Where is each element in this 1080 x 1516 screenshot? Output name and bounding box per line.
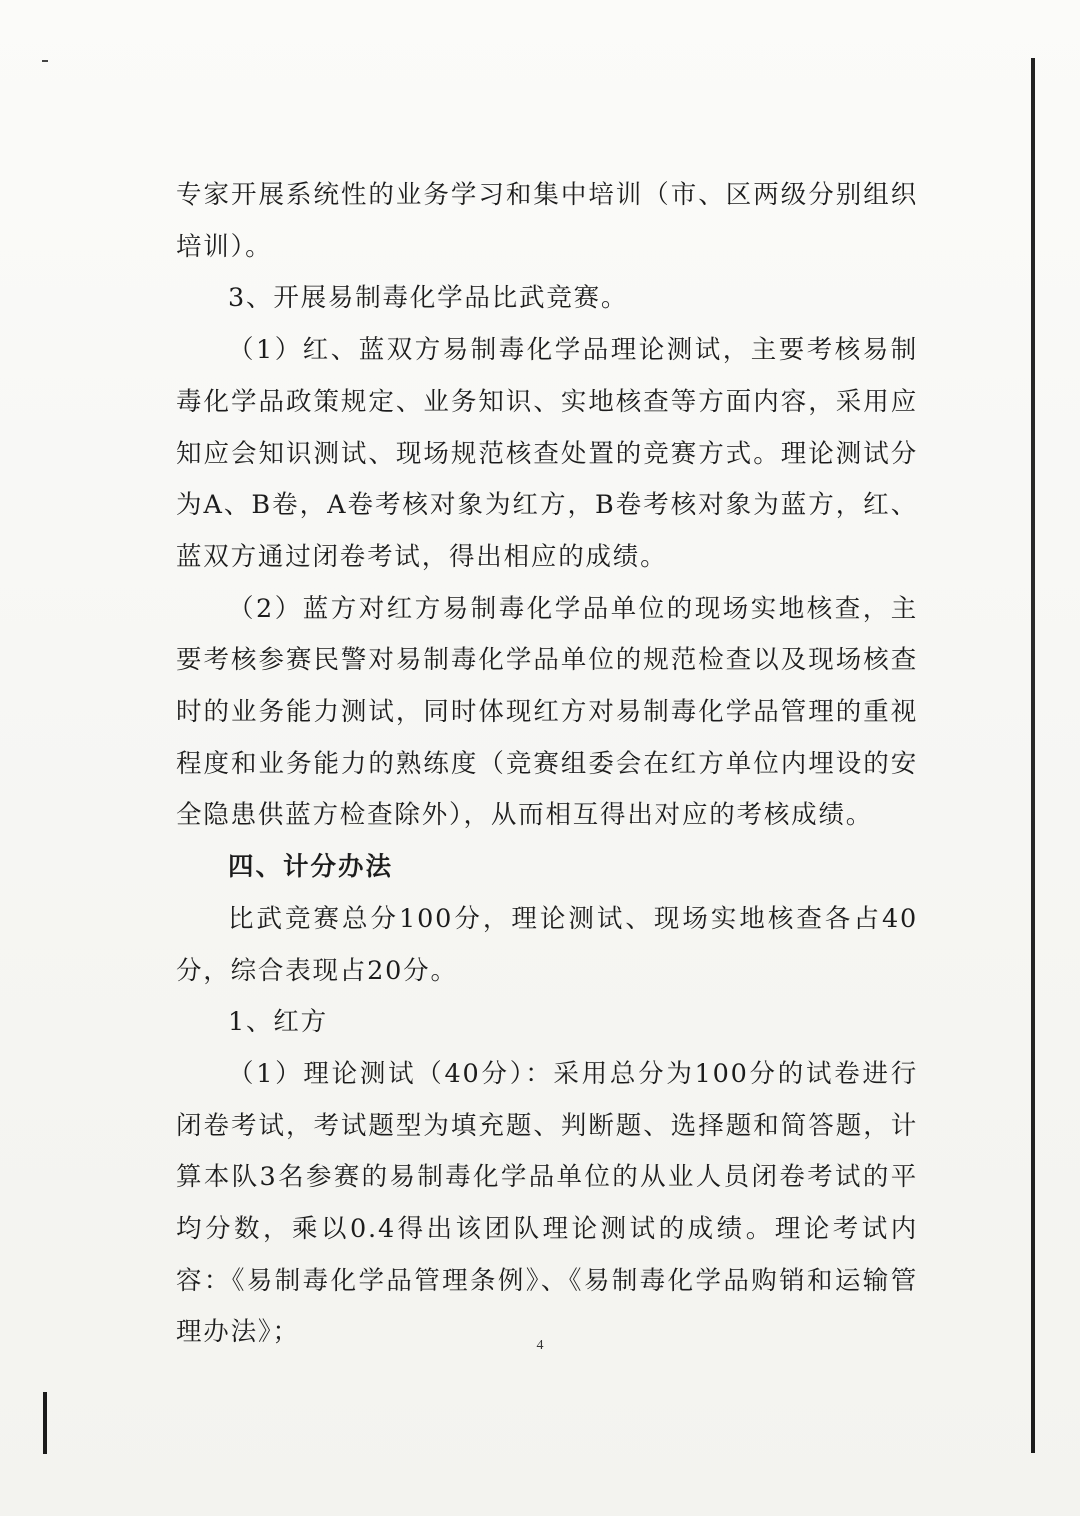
scan-edge-left: [43, 1392, 47, 1454]
paragraph-red-theory-score: （1）理论测试（40分）：采用总分为100分的试卷进行闭卷考试，考试题型为填充题、判断题、选择题和简答题，计算本队3名参赛的易制毒化学品单位的从业人员闭卷考试的平均分数，乘以0.4得出该团队理论测试的成绩。理论考试内容：《易制毒化学品管理条例》、《易制毒化学品购销和运输管理办法》；: [176, 1058, 918, 1348]
section-heading-scoring: 四、计分办法: [228, 852, 394, 883]
scan-mark: [42, 60, 48, 62]
paragraph-theory-test: （1）红、蓝双方易制毒化学品理论测试，主要考核易制毒化学品政策规定、业务知识、实地核查等方面内容，采用应知应会知识测试、现场规范核查处置的竞赛方式。理论测试分为A、B卷，A卷考核对象为红方，B卷考核对象为蓝方，红、蓝双方通过闭卷考试，得出相应的成绩。: [176, 335, 918, 572]
paragraph-competition-item: 3、开展易制毒化学品比武竞赛。: [228, 283, 629, 314]
paragraph-onsite-inspection: （2）蓝方对红方易制毒化学品单位的现场实地核查，主要考核参赛民警对易制毒化学品单位的规范检查以及现场核查时的业务能力测试，同时体现红方对易制毒化学品管理的重视程度和业务能力的熟练度（竞赛组委会在红方单位内埋设的安全隐患供蓝方检查除外），从而相互得出对应的考核成绩。: [176, 593, 918, 831]
paragraph-training-continuation: 专家开展系统性的业务学习和集中培训（市、区两级分别组织培训）。: [176, 180, 918, 262]
scan-edge-right: [1031, 58, 1035, 1453]
page-number: 4: [536, 1338, 544, 1353]
paragraph-score-total: 比武竞赛总分100分，理论测试、现场实地核查各占40分，综合表现占20分。: [176, 903, 918, 986]
document-body: [176, 170, 918, 1359]
subheading-red-team: 1、红方: [228, 1007, 328, 1038]
